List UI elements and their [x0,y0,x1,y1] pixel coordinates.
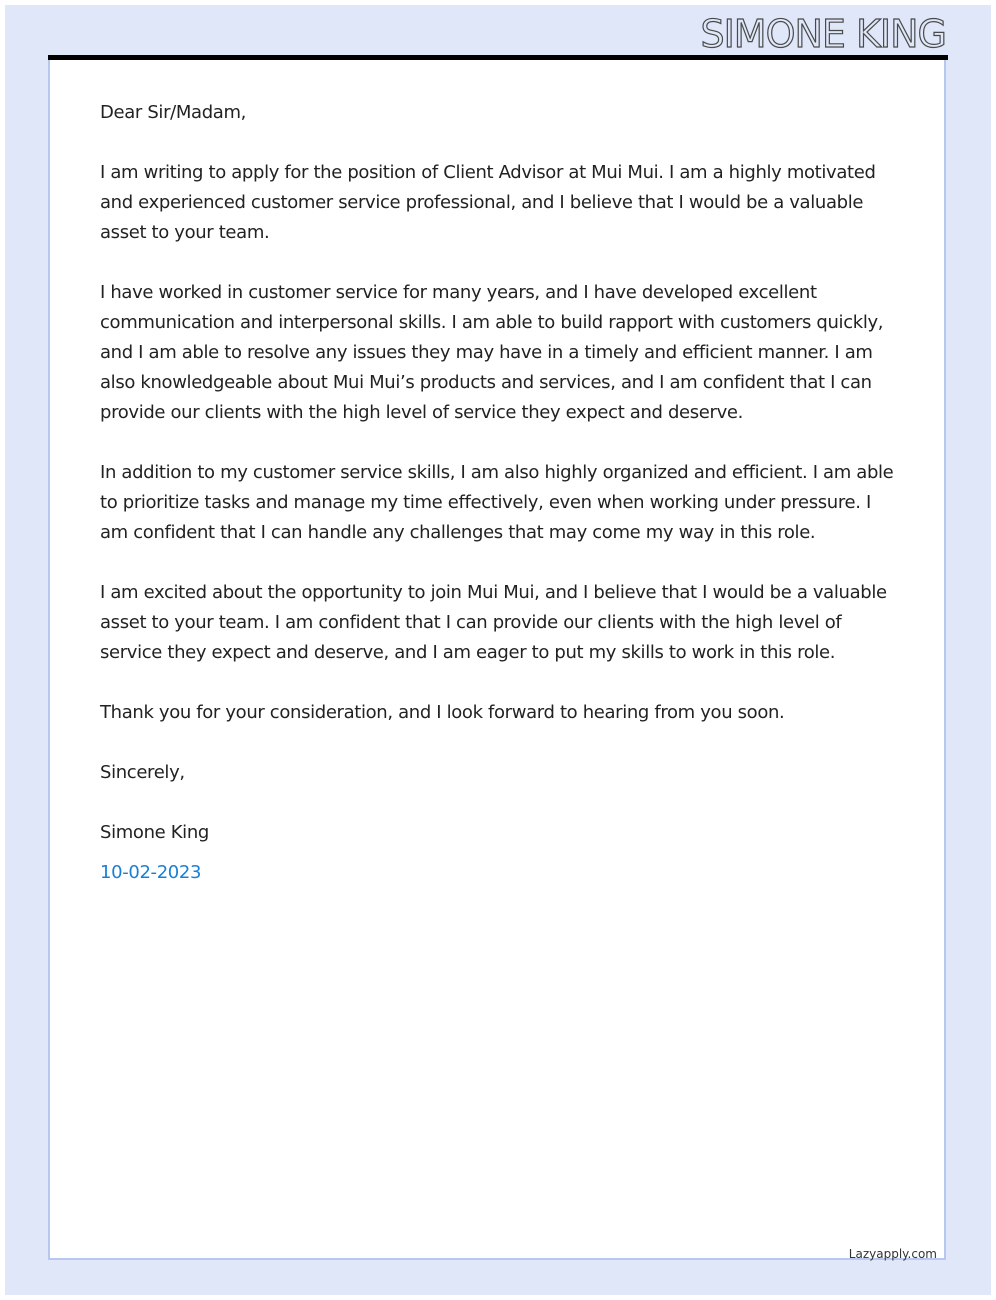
greeting: Dear Sir/Madam, [100,102,247,123]
paragraph-1: I am writing to apply for the position of Client Advisor at Mui Mui. I am a highly motivated and experienced customer service professional, and I believe that I would be a valuable asset to your team. [100,162,876,243]
letter-body [100,98,900,888]
header-name: SIMONE KING [700,12,946,56]
footer-brand: Lazyapply.com [848,1247,937,1261]
closing: Sincerely, [100,762,185,783]
paragraph-5: Thank you for your consideration, and I look forward to hearing from you soon. [100,702,785,723]
paragraph-4: I am excited about the opportunity to join Mui Mui, and I believe that I would be a valuable asset to your team. I am confident that I can provide our clients with the high level of service they expect and deserve, and I am eager to put my skills to work in this role. [100,582,887,663]
paragraph-3: In addition to my customer service skills, I am also highly organized and efficient. I am able to prioritize tasks and manage my time effectively, even when working under pressure. I am confident that I can handle any challenges that may come my way in this role. [100,462,894,543]
letter-date: 10-02-2023 [100,862,202,883]
paragraph-2: I have worked in customer service for many years, and I have developed excellent communication and interpersonal skills. I am able to build rapport with customers quickly, and I am able to resolve any issues they may have in a timely and efficient manner. I am also knowledgeable about Mui Mui’s products and services, and I am confident that I can provide our clients with the high level of service they expect and deserve. [100,282,884,423]
signature-name: Simone King [100,822,209,843]
